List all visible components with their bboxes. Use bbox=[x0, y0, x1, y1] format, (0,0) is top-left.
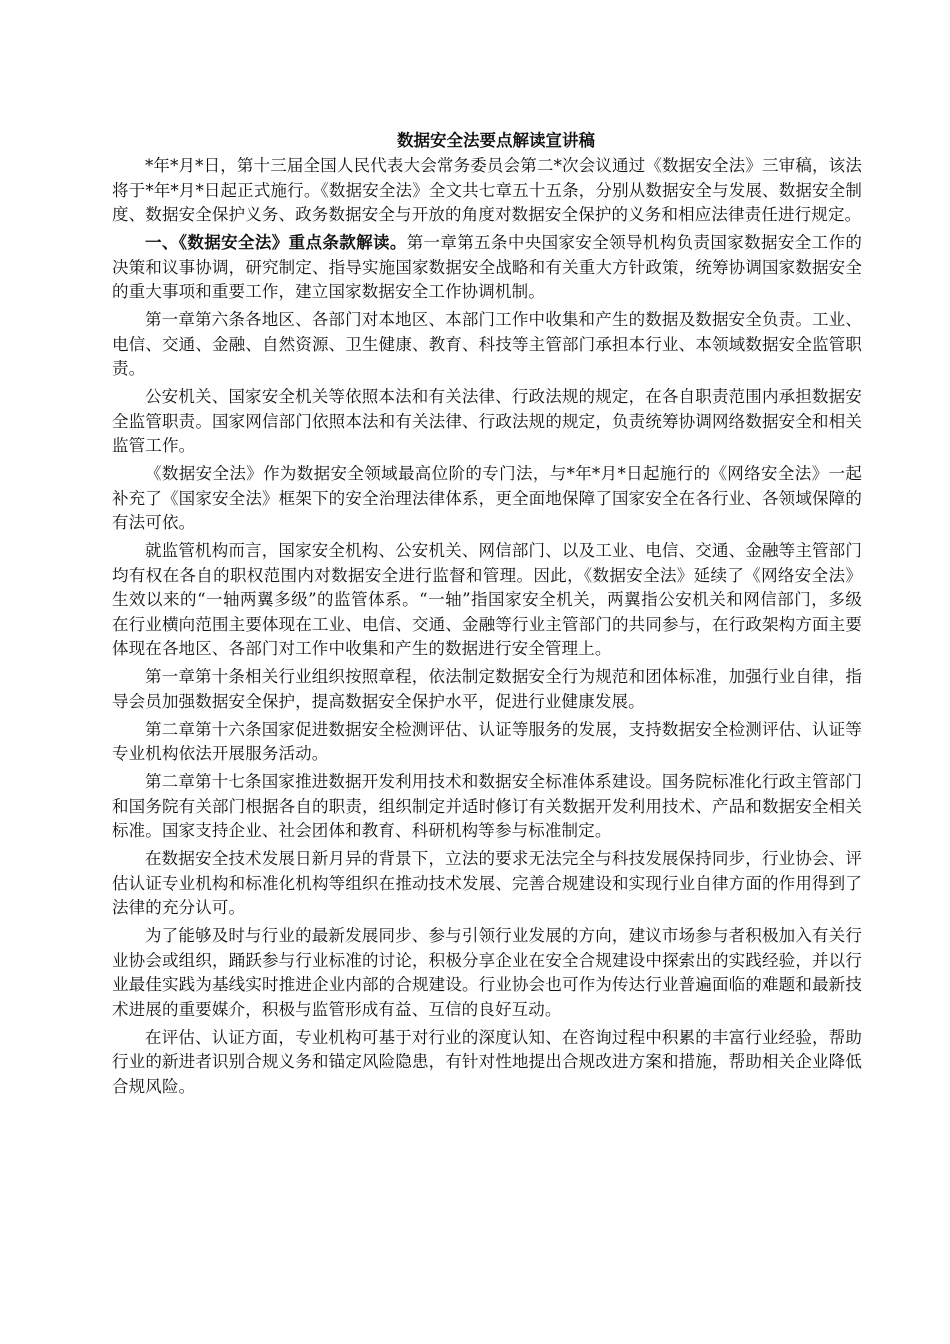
paragraph bbox=[112, 154, 862, 228]
paragraph-text: 在数据安全技术发展日新月异的背景下，立法的要求无法完全与科技发展保持同步，行业协会、评估认证专业机构和标准化机构等组织在推动技术发展、完善合规建设和实现行业自律方面的作用得到了法律的充分认可。 bbox=[112, 849, 862, 917]
paragraph-text: 第一章第六条各地区、各部门对本地区、本部门工作中收集和产生的数据及数据安全负责。工业、电信、交通、金融、自然资源、卫生健康、教育、科技等主管部门承担本行业、本领域数据安全监管职责。 bbox=[112, 310, 862, 378]
paragraph bbox=[112, 385, 862, 459]
paragraph bbox=[112, 665, 862, 714]
paragraph-text: 第一章第十条相关行业组织按照章程，依法制定数据安全行为规范和团体标准，加强行业自律，指导会员加强数据安全保护，提高数据安全保护水平，促进行业健康发展。 bbox=[112, 667, 862, 711]
paragraph bbox=[112, 462, 862, 536]
paragraph-text: 就监管机构而言，国家安全机构、公安机关、网信部门、以及工业、电信、交通、金融等主管部门均有权在各自的职权范围内对数据安全进行监督和管理。因此，《数据安全法》延续了《网络安全法》生效以来的“一轴两翼多级”的监管体系。“一轴”指国家安全机关，两翼指公安机关和网信部门，多级在行业横向范围主要体现在工业、电信、交通、金融等行业主管部门的共同参与，在行政架构方面主要体现在各地区、各部门对工作中收集和产生的数据进行安全管理上。 bbox=[112, 541, 862, 658]
paragraph-text: 《数据安全法》作为数据安全领域最高位阶的专门法，与*年*月*日起施行的《网络安全法》一起补充了《国家安全法》框架下的安全治理法律体系，更全面地保障了国家安全在各行业、各领域保障的有法可依。 bbox=[112, 464, 862, 532]
document-page bbox=[112, 128, 862, 1103]
paragraph-text: 第二章第十七条国家推进数据开发利用技术和数据安全标准体系建设。国务院标准化行政主管部门和国务院有关部门根据各自的职责，组织制定并适时修订有关数据开发利用技术、产品和数据安全相关标准。国家支持企业、社会团体和教育、科研机构等参与标准制定。 bbox=[112, 772, 862, 840]
document-title: 数据安全法要点解读宣讲稿 bbox=[397, 131, 595, 150]
paragraph bbox=[112, 231, 862, 305]
paragraph-text: 在评估、认证方面，专业机构可基于对行业的深度认知、在咨询过程中积累的丰富行业经验，帮助行业的新进者识别合规义务和锚定风险隐患，有针对性地提出合规改进方案和措施，帮助相关企业降低合规风险。 bbox=[112, 1027, 862, 1096]
document-body bbox=[112, 154, 862, 1099]
paragraph bbox=[112, 770, 862, 844]
paragraph bbox=[112, 1026, 862, 1100]
paragraph bbox=[112, 924, 862, 1022]
paragraph-text: 第二章第十六条国家促进数据安全检测评估、认证等服务的发展，支持数据安全检测评估、认证等专业机构依法开展服务活动。 bbox=[112, 719, 862, 763]
paragraph bbox=[112, 718, 862, 767]
paragraph-text: *年*月*日，第十三届全国人民代表大会常务委员会第二*次会议通过《数据安全法》三审稿，该法将于*年*月*日起正式施行。《数据安全法》全文共七章五十五条，分别从数据安全与发展、数据安全制度、数据安全保护义务、政务数据安全与开放的角度对数据安全保护的义务和相应法律责任进行规定。 bbox=[112, 156, 862, 224]
paragraph-text: 为了能够及时与行业的最新发展同步、参与引领行业发展的方向，建议市场参与者积极加入有关行业协会或组织，踊跃参与行业标准的讨论，积极分享企业在安全合规建设中探索出的实践经验，并以行业最佳实践为基线实时推进企业内部的合规建设。行业协会也可作为传达行业普遍面临的难题和最新技术进展的重要媒介，积极与监管形成有益、互信的良好互动。 bbox=[112, 926, 862, 1019]
section-heading: 一、《数据安全法》重点条款解读。 bbox=[145, 233, 407, 252]
paragraph-text: 公安机关、国家安全机关等依照本法和有关法律、行政法规的规定，在各自职责范围内承担数据安全监管职责。国家网信部门依照本法和有关法律、行政法规的规定，负责统筹协调网络数据安全和相关监管工作。 bbox=[112, 387, 862, 455]
paragraph-text: 第一章第五条中央国家安全领导机构负责国家数据安全工作的决策和议事协调，研究制定、指导实施国家数据安全战略和有关重大方针政策，统筹协调国家数据安全的重大事项和重要工作，建立国家数据安全工作协调机制。 bbox=[112, 233, 862, 301]
paragraph bbox=[112, 308, 862, 382]
paragraph bbox=[112, 847, 862, 921]
paragraph bbox=[112, 539, 862, 662]
